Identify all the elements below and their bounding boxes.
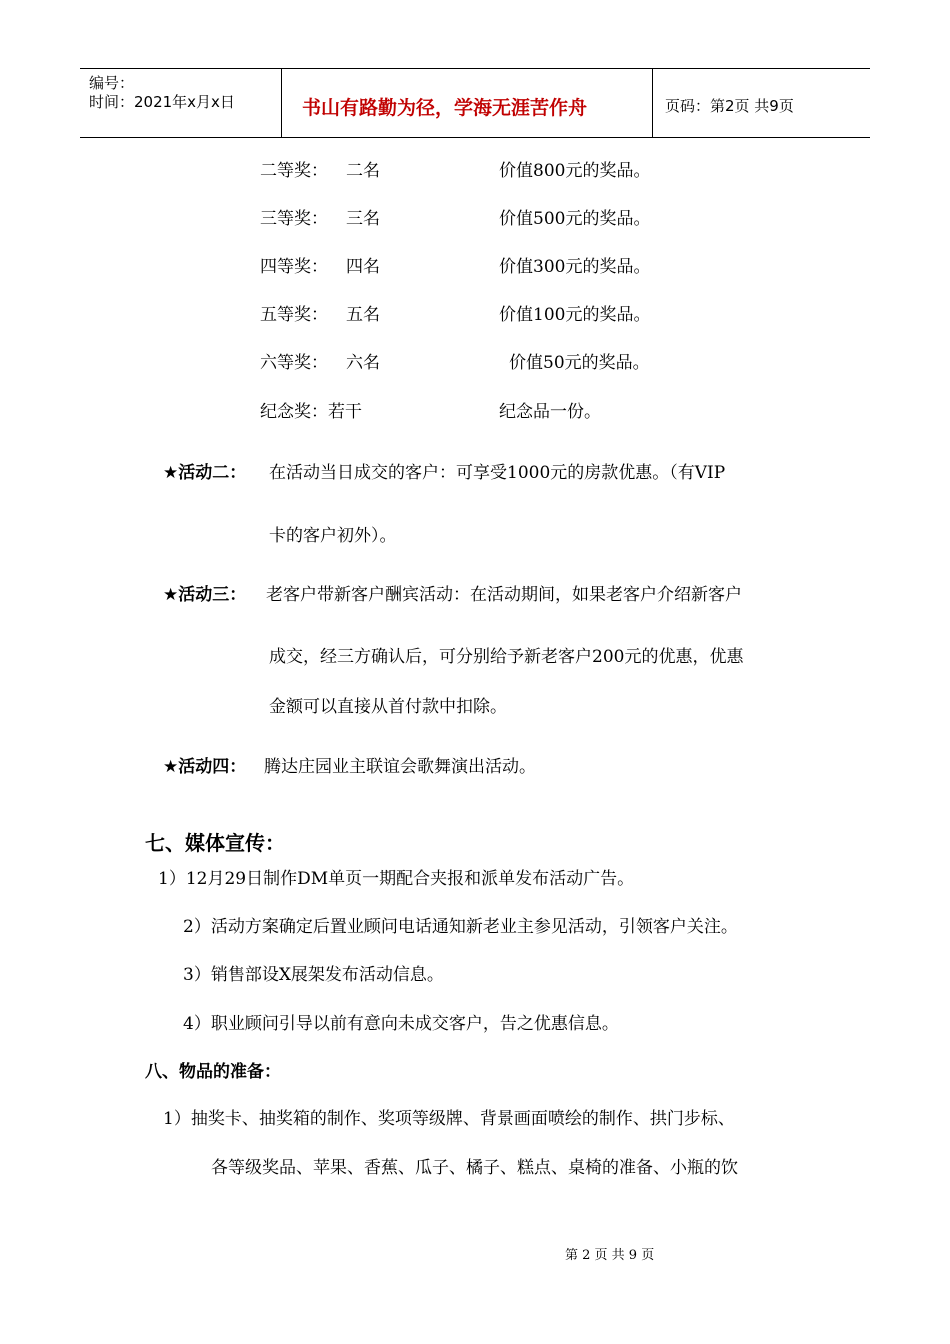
page-header [80, 68, 870, 138]
prize-desc: 价值50元的奖品。 [509, 353, 650, 373]
prize-count: 五名 [346, 305, 380, 325]
activity-text: 老客户带新客户酬宾活动：在活动期间，如果老客户介绍新客户 [266, 585, 742, 605]
section-heading: 七、媒体宣传： [145, 831, 285, 855]
prize-name: 五等奖： [260, 305, 328, 325]
page-footer: 第 2 页 共 9 页 [565, 1248, 655, 1263]
prize-name: 六等奖： [260, 353, 328, 373]
prize-desc: 价值300元的奖品。 [499, 257, 651, 277]
activity-text: 腾达庄园业主联谊会歌舞演出活动。 [264, 757, 536, 777]
activity-text: 金额可以直接从首付款中扣除。 [269, 697, 507, 717]
activity-label: ★活动二： [163, 463, 247, 483]
prize-count: 四名 [346, 257, 380, 277]
prize-desc: 价值100元的奖品。 [499, 305, 651, 325]
prize-count: 六名 [346, 353, 380, 373]
activity-text: 成交，经三方确认后，可分别给予新老客户200元的优惠，优惠 [269, 647, 744, 667]
header-divider [281, 69, 282, 137]
prize-name: 纪念奖：若干 [260, 402, 362, 422]
header-motto: 书山有路勤为径，学海无涯苦作舟 [302, 97, 588, 119]
header-divider [652, 69, 653, 137]
list-item: 2）活动方案确定后置业顾问电话通知新老业主参见活动，引领客户关注。 [183, 917, 738, 937]
activity-text: 在活动当日成交的客户：可享受1000元的房款优惠。（有VIP [269, 463, 726, 483]
list-item: 3）销售部设X展架发布活动信息。 [183, 965, 444, 985]
time-label: 时间：2021年x月x日 [89, 93, 235, 111]
prize-count: 二名 [346, 161, 380, 181]
prize-desc: 价值500元的奖品。 [499, 209, 651, 229]
prize-count: 三名 [346, 209, 380, 229]
prize-desc: 纪念品一份。 [499, 402, 601, 422]
doc-number-label: 编号： [89, 74, 135, 92]
activity-label: ★活动四： [163, 757, 247, 777]
prize-name: 三等奖： [260, 209, 328, 229]
list-item: 1）12月29日制作DM单页一期配合夹报和派单发布活动广告。 [158, 869, 635, 889]
activity-text: 卡的客户初外）。 [269, 526, 397, 546]
prize-name: 二等奖： [260, 161, 328, 181]
header-page-label: 页码：第2页 共9页 [665, 97, 794, 115]
prize-desc: 价值800元的奖品。 [499, 161, 651, 181]
prize-name: 四等奖： [260, 257, 328, 277]
list-item: 各等级奖品、苹果、香蕉、瓜子、橘子、糕点、桌椅的准备、小瓶的饮 [211, 1158, 738, 1178]
list-item: 1）抽奖卡、抽奖箱的制作、奖项等级牌、背景画面喷绘的制作、拱门步标、 [163, 1109, 735, 1129]
activity-label: ★活动三： [163, 585, 247, 605]
list-item: 4）职业顾问引导以前有意向未成交客户，告之优惠信息。 [183, 1014, 619, 1034]
section-heading: 八、物品的准备： [145, 1062, 281, 1082]
